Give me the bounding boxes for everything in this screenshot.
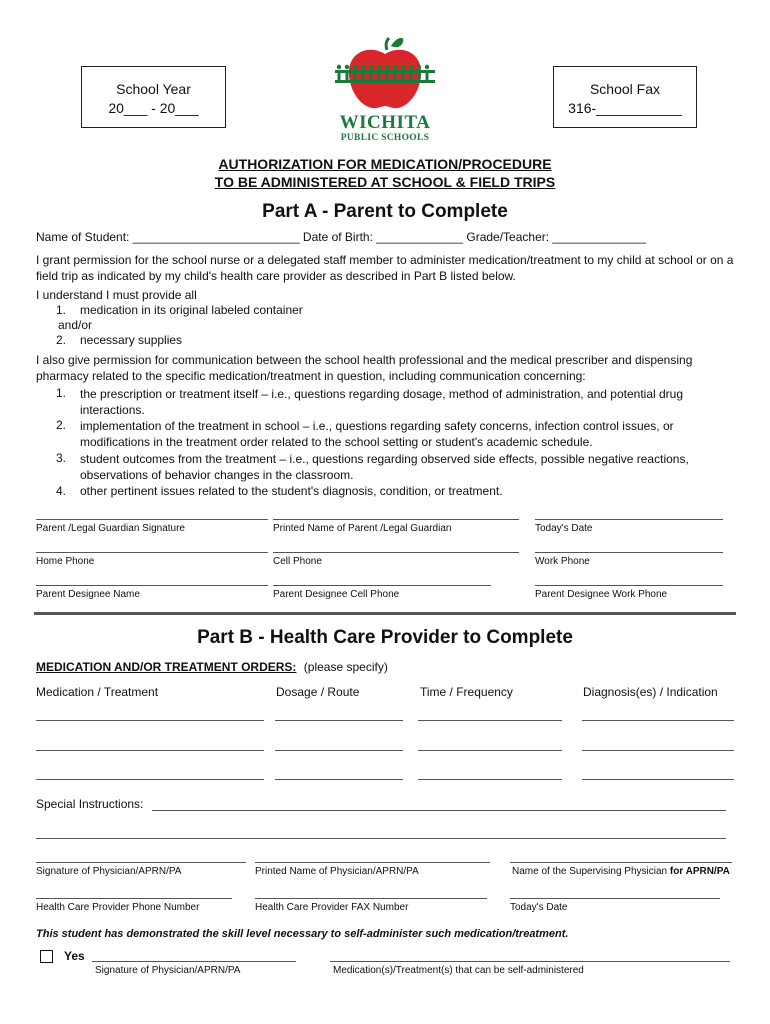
parent-signature-line[interactable]	[36, 519, 268, 520]
dosage-field[interactable]	[275, 720, 403, 721]
part-b-heading: Part B - Health Care Provider to Complete	[197, 627, 573, 648]
diagnosis-field[interactable]	[582, 779, 734, 780]
form-title-line-2: TO BE ADMINISTERED AT SCHOOL & FIELD TRIPS	[214, 174, 556, 190]
designee-name-line[interactable]	[36, 585, 268, 586]
provider-fax-line[interactable]	[255, 898, 487, 899]
sig-label: Name of the Supervising Physician	[512, 866, 668, 877]
provide-item-text: necessary supplies	[80, 333, 183, 347]
special-instructions-label: Special Instructions:	[36, 797, 144, 811]
wichita-logo	[325, 36, 445, 146]
concern-item-text: the prescription or treatment itself – i.e., questions regarding dosage, method of administration, and potential drug interactions.	[80, 387, 684, 417]
sig-label: Signature of Physician/APRN/PA	[36, 866, 182, 877]
sig-label: Today's Date	[510, 902, 568, 913]
special-instructions-field-2[interactable]	[36, 838, 726, 839]
logo-wordmark: WICHITA	[339, 112, 431, 133]
apple-icon	[325, 36, 445, 112]
dosage-field[interactable]	[275, 750, 403, 751]
parent-printed-name-line[interactable]	[273, 519, 519, 520]
self-administer-statement: This student has demonstrated the skill level necessary to self-administer such medication/treatment.	[36, 928, 569, 940]
sig-label: Parent Designee Cell Phone	[273, 589, 400, 600]
self-admin-medication-line[interactable]	[330, 961, 730, 962]
part-a-heading: Part A - Parent to Complete	[262, 201, 508, 222]
sig-label: Today's Date	[535, 523, 593, 534]
medication-field[interactable]	[36, 720, 264, 721]
time-field[interactable]	[418, 720, 562, 721]
school-year-field[interactable]: 20___ - 20___	[108, 100, 199, 116]
yes-label: Yes	[64, 949, 85, 963]
school-fax-box	[553, 66, 697, 128]
designee-work-line[interactable]	[535, 585, 723, 586]
provide-intro: I understand I must provide all	[36, 288, 197, 302]
and-or-text: and/or	[58, 318, 93, 332]
communication-paragraph: I also give permission for communication between the school health professional and the medical prescriber and dispensing pharmacy related to the specific medication/treatment in question, including communication concerning:	[36, 353, 693, 383]
medication-field[interactable]	[36, 750, 264, 751]
sig-label-supervising	[512, 866, 730, 877]
sig-label: Signature of Physician/APRN/PA	[95, 965, 241, 976]
sig-label: Parent Designee Work Phone	[535, 589, 668, 600]
school-fax-field[interactable]: 316-___________	[568, 100, 682, 116]
supervising-physician-line[interactable]	[510, 862, 732, 863]
sig-label: Medication(s)/Treatment(s) that can be self-administered	[333, 965, 584, 976]
orders-heading	[36, 660, 388, 675]
work-phone-line[interactable]	[535, 552, 723, 553]
sig-label: Parent Designee Name	[36, 589, 140, 600]
sig-label: Health Care Provider FAX Number	[255, 902, 409, 913]
column-header: Time / Frequency	[420, 685, 513, 699]
provider-date-line[interactable]	[510, 898, 720, 899]
sig-label: Health Care Provider Phone Number	[36, 902, 200, 913]
concern-item-text: implementation of the treatment in school – i.e., questions regarding safety concerns, infection control issues, or modifications in the treatment order related to the school setting or student's academic schedule.	[80, 419, 674, 449]
self-admin-signature-line[interactable]	[92, 961, 296, 962]
sig-label: Printed Name of Parent /Legal Guardian	[273, 523, 452, 534]
provide-item-text: medication in its original labeled container	[80, 303, 303, 317]
logo-subtitle: PUBLIC SCHOOLS	[340, 133, 430, 143]
diagnosis-field[interactable]	[582, 720, 734, 721]
orders-note: (please specify)	[303, 660, 388, 674]
dosage-field[interactable]	[275, 779, 403, 780]
home-phone-line[interactable]	[36, 552, 268, 553]
cell-phone-line[interactable]	[273, 552, 519, 553]
sig-label: Printed Name of Physician/APRN/PA	[255, 866, 419, 877]
physician-signature-line[interactable]	[36, 862, 246, 863]
school-fax-label: School Fax	[589, 81, 661, 97]
orders-label: MEDICATION AND/OR TREATMENT ORDERS:	[36, 660, 297, 674]
sig-label: Home Phone	[36, 556, 95, 567]
student-info-line[interactable]: Name of Student: _________________________ Date of Birth: _____________ Grade/Teacher: ______________	[36, 230, 646, 244]
parent-date-line[interactable]	[535, 519, 723, 520]
time-field[interactable]	[418, 779, 562, 780]
medication-field[interactable]	[36, 779, 264, 780]
concern-item-text: student outcomes from the treatment – i.e., questions regarding observed side effects, possible negative reactions, observations of behavior changes in the classroom.	[80, 452, 689, 482]
diagnosis-field[interactable]	[582, 750, 734, 751]
school-year-label: School Year	[116, 81, 191, 97]
permission-paragraph: I grant permission for the school nurse or a delegated staff member to administer medication/treatment to my child at school or on a field trip as indicated by my child's health care provider as described in Part B listed below.	[36, 253, 734, 283]
concern-item: 3. student outcomes from the treatment – i.e., questions regarding observed side effects, possible negative reactions, observations of behavior changes in the classroom.	[56, 451, 736, 483]
section-divider	[34, 612, 736, 615]
designee-cell-line[interactable]	[273, 585, 491, 586]
column-header: Dosage / Route	[276, 685, 360, 699]
form-title-line-1: AUTHORIZATION FOR MEDICATION/PROCEDURE	[218, 156, 552, 172]
concern-item-text: other pertinent issues related to the student's diagnosis, condition, or treatment.	[80, 484, 503, 498]
sig-label-bold: for APRN/PA	[669, 866, 730, 877]
time-field[interactable]	[418, 750, 562, 751]
concern-item: 2. implementation of the treatment in school – i.e., questions regarding safety concerns, infection control issues, or modifications in the treatment order related to the school setting or student's academic schedule.	[56, 418, 736, 450]
physician-printed-name-line[interactable]	[255, 862, 490, 863]
yes-checkbox[interactable]	[40, 950, 53, 963]
sig-label: Cell Phone	[273, 556, 322, 567]
concern-item: 1. the prescription or treatment itself – i.e., questions regarding dosage, method of administration, and potential drug interactions.	[56, 386, 736, 418]
column-header: Diagnosis(es) / Indication	[583, 685, 718, 699]
school-year-box	[81, 66, 226, 128]
column-header: Medication / Treatment	[36, 685, 159, 699]
sig-label: Parent /Legal Guardian Signature	[36, 523, 185, 534]
special-instructions-field[interactable]	[152, 810, 726, 811]
provider-phone-line[interactable]	[36, 898, 232, 899]
sig-label: Work Phone	[535, 556, 590, 567]
